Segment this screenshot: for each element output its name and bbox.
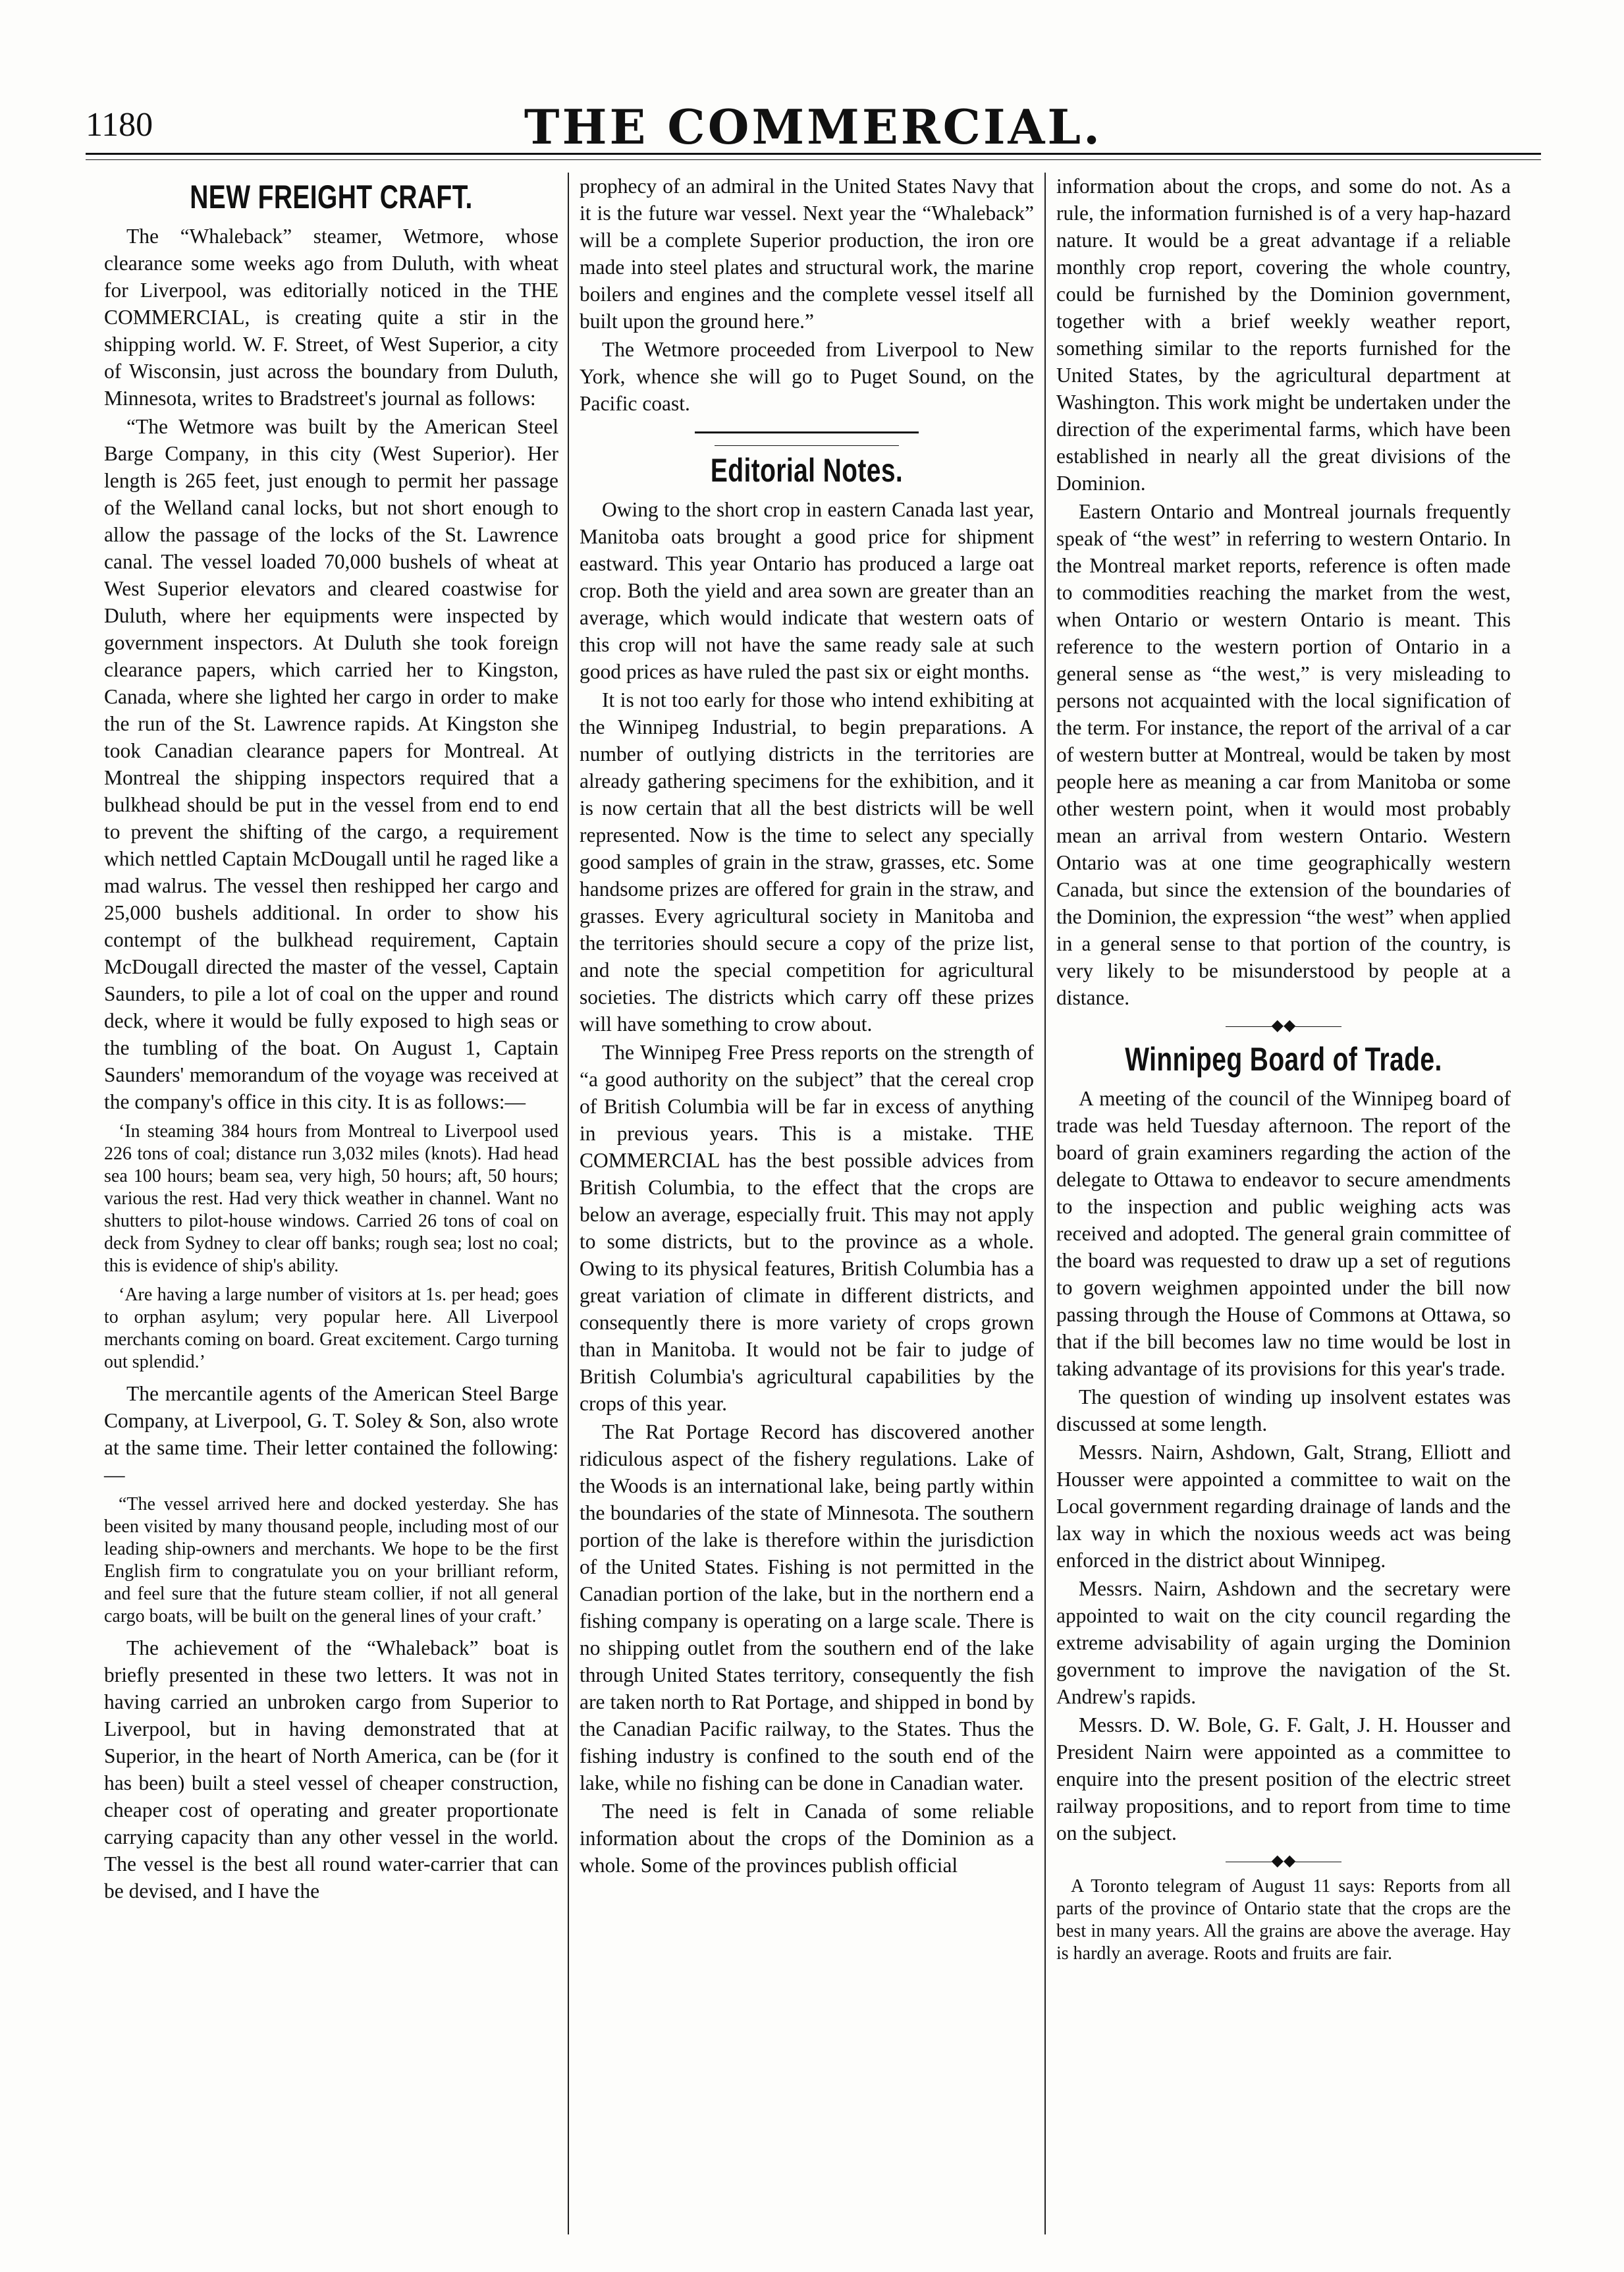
article-paragraph: Messrs. D. W. Bole, G. F. Galt, J. H. Housser and President Nairn were appointed as a committee to enquire into the present position of the electric street railway propositions, and to report from time to time on the subject. (1056, 1713, 1511, 1844)
article-paragraph: Eastern Ontario and Montreal journals frequently speak of “the west” in referring to western Ontario. In the Montreal market reports, reference is often made to commodities reaching the market from the west, when Ontario or western Ontario is meant. This reference to the western portion of Ontario in a general sense as “the west,” is very misleading to persons not acquainted with the local signification of the term. For instance, the report of the arrival of a car of western butter at Montreal, would be taken by most people here as meaning a car from Manitoba or some other western point, when it would most probably mean an arrival from western Ontario. Western Ontario was at one time geographically western Canada, but since the extension of the boundaries of the Dominion, the expression “the west” when applied in a general sense to that portion of the country, is very likely to be misunderstood by people at a distance. (1056, 500, 1511, 1009)
article-paragraph: information about the crops, and some do not. As a rule, the information furnished is of a very hap-hazard nature. It would be a great advantage if a reliable monthly crop report, covering the whole country, could be furnished by the Dominion government, together with a brief weekly weather report, something similar to the reports furnished for the United States, by the agricultural department at Washington. This work might be undertaken under the direction of the experimental farms, which have been established in nearly all the great divisions of the Dominion. (1056, 175, 1511, 495)
article-paragraph: The achievement of the “Whaleback” boat is briefly presented in these two letters. It was not in having carried an unbroken cargo from Superior to Liverpool, but in having demonstrated that at Superior, in the heart of North America, can be (for it has been) built a steel vessel of cheaper construction, cheaper cost of operating and greater proportionate carrying capacity than any other vessel in the world. The vessel is the best all round water-carrier that can be devised, and I have the (104, 1636, 558, 1902)
article-paragraph: Messrs. Nairn, Ashdown and the secretary were appointed to wait on the city council regarding the extreme advisability of again urging the Dominion government to improve the navigation of the St. Andrew's rapids. (1056, 1577, 1511, 1708)
article-heading: NEW FREIGHT CRAFT. (190, 179, 473, 215)
masthead (86, 99, 1541, 158)
article-paragraph: The Winnipeg Free Press reports on the strength of “a good authority on the subject” that the cereal crop of British Columbia will be far in excess of anything in previous years. This is a mistake. THE COMMERCIAL has the best possible advices from British Columbia, to the effect that the crops are below an average, especially fruit. This may not apply to some districts, but to the province as a whole. Owing to its physical features, British Columbia has a great variation of climate in different districts, and consequently there is more variety of crops grown than in Manitoba. It would not be fair to judge of British Columbia's agricultural capabilities by the crops of this year. (580, 1041, 1034, 1415)
section-heading: Editorial Notes. (710, 452, 904, 489)
article-paragraph: “The Wetmore was built by the American Steel Barge Company, in this city (West Superior). Her length is 265 feet, just enough to permit her passage of the Welland canal locks, but not short enough to allow the passage of the locks of the St. Lawrence canal. The vessel loaded 70,000 bushels of wheat at West Superior elevators and cleared coastwise for Duluth, where her equipments were inspected by government inspectors. At Duluth she took foreign clearance papers, which carried her to Kingston, Canada, where she lighted her cargo in order to make the run of the St. Lawrence rapids. At Kingston she took Canadian clearance papers for Montreal. At Montreal the shipping inspectors required that a bulkhead should be put in the vessel from end to end to prevent the shifting of the cargo, a requirement which nettled Captain McDougall until he raged like a mad walrus. The vessel then reshipped her cargo and 25,000 bushels additional. In order to show his contempt of the bulkhead requirement, Captain McDougall directed the master of the vessel, Captain Saunders, to pile a lot of coal on the upper and round deck, where it would be fully exposed to high seas or the tumbling of the boat. On August 1, Captain Saunders' memorandum of the voyage was received at the company's office in this city. It is as follows:— (104, 415, 558, 1113)
column-2 (580, 173, 1034, 1880)
article-paragraph: The mercantile agents of the American Steel Barge Company, at Liverpool, G. T. Soley & Son, also wrote at the same time. Their letter contained the following:— (104, 1382, 558, 1486)
quoted-paragraph: “The vessel arrived here and docked yesterday. She has been visited by many thousand people, including most of our leading ship-owners and merchants. We hope to be the first English firm to congratulate you on your brilliant reform, and feel sure that the future steam collier, if not all general cargo boats, will be built on the general lines of your craft.’ (104, 1494, 558, 1626)
quoted-paragraph: A Toronto telegram of August 11 says: Reports from all parts of the province of Ontario state that the crops are the best in many years. All the grains are above the average. Hay is hardly an average. Roots and fruits are fair. (1056, 1876, 1511, 1964)
article-paragraph: A meeting of the council of the Winnipeg board of trade was held Tuesday afternoon. The report of the board of grain examiners regarding the action of the delegate to Ottawa to endeavor to secure amendments to the inspection and public weighing acts was received and adopted. The general grain committee of the board was requested to draw up a set of regutions to govern weighmen appointed under the bill now passing through the House of Commons at Ottawa, so that if the bill becomes law no time would be lost in taking advantage of its provisions for this year's trade. (1056, 1087, 1511, 1380)
article-paragraph: Owing to the short crop in eastern Canada last year, Manitoba oats brought a good price for shipment eastward. This year Ontario has produced a large oat crop. Both the yield and area sown are greater than an average, which would indicate that western oats of this crop will not have the same ready sale at such good prices as have ruled the past six or eight months. (580, 498, 1034, 683)
section-heading: Winnipeg Board of Trade. (1125, 1041, 1442, 1078)
header-rule-thin (86, 159, 1541, 160)
article-paragraph: The need is felt in Canada of some reliable information about the crops of the Dominion as a whole. Some of the provinces publish official (580, 1800, 1034, 1877)
quoted-paragraph: ‘Are having a large number of visitors at 1s. per head; goes to orphan asylum; very popular here. All Liverpool merchants coming on board. Great excitement. Cargo turning out splendid.’ (104, 1285, 558, 1372)
article-paragraph: The Wetmore proceeded from Liverpool to New York, whence she will go to Puget Sound, on the Pacific coast. (580, 338, 1034, 415)
column-3 (1056, 173, 1511, 1972)
section-rule-thin (715, 445, 899, 446)
column-divider (1044, 173, 1046, 2234)
section-rule (695, 431, 919, 433)
article-paragraph: The question of winding up insolvent estates was discussed at some length. (1056, 1385, 1511, 1435)
article-paragraph: It is not too early for those who intend exhibiting at the Winnipeg Industrial, to begin preparations. A number of outlying districts in the territories are already gathering specimens for the exhibition, and it is now certain that all the best districts will be well represented. Now is the time to select any specially good samples of grain in the straw, grasses, etc. Some handsome prizes are offered for grain in the straw, and grasses. Every agricultural society in Manitoba and the territories should secure a copy of the prize list, and note the special competition for agricultural societies. The districts which carry off these prizes will have something to crow about. (580, 688, 1034, 1036)
ornament-divider: ◆◆ (1056, 1018, 1511, 1034)
article-paragraph: prophecy of an admiral in the United States Navy that it is the future war vessel. Next year the “Whaleback” will be a complete Superior production, the iron ore made into steel plates and structural work, the marine boilers and engines and the complete vessel itself all built upon the ground here.” (580, 175, 1034, 333)
article-paragraph: The Rat Portage Record has discovered another ridiculous aspect of the fishery regulations. Lake of the Woods is an international lake, being partly within the boundaries of the state of Minnesota. The southern portion of the lake is therefore within the jurisdiction of the United States. Fishing is not permitted in the Canadian portion of the lake, but in the northern end a fishing company is operating on a large scale. There is no shipping outlet from the southern end of the lake through United States territory, consequently the fish are taken north to Rat Portage, and shipped in bond by the Canadian Pacific railway, to the States. Thus the fishing industry is confined to the south end of the lake, while no fishing can be done in Canadian water. (580, 1420, 1034, 1794)
page-number: 1180 (86, 106, 153, 144)
article-paragraph: Messrs. Nairn, Ashdown, Galt, Strang, Elliott and Housser were appointed a committee to wait on the Local government regarding drainage of lands and the lax way in which the noxious weeds act was being enforced in the district about Winnipeg. (1056, 1441, 1511, 1572)
column-1 (104, 173, 558, 1906)
ornament-divider: ◆◆ (1056, 1853, 1511, 1869)
article-paragraph: The “Whaleback” steamer, Wetmore, whose clearance some weeks ago from Duluth, with wheat for Liverpool, was editorially noticed in the THE COMMERCIAL, is creating quite a stir in the shipping world. W. F. Street, of West Superior, a city of Wisconsin, just across the boundary from Duluth, Minnesota, writes to Bradstreet's journal as follows: (104, 225, 558, 410)
newspaper-title: THE COMMERCIAL. (524, 99, 1103, 155)
header-rule (86, 153, 1541, 155)
quoted-paragraph: ‘In steaming 384 hours from Montreal to Liverpool used 226 tons of coal; distance run 3,032 miles (knots). Had head sea 100 hours; beam sea, very high, 50 hours; aft, 50 hours; various the rest. Had very thick weather in channel. Want no shutters to pilot-house windows. Carried 26 tons of coal on deck from Sydney to clear off banks; rough sea; lost no coal; this is evidence of ship's ability. (104, 1121, 558, 1276)
column-divider (568, 173, 569, 2234)
